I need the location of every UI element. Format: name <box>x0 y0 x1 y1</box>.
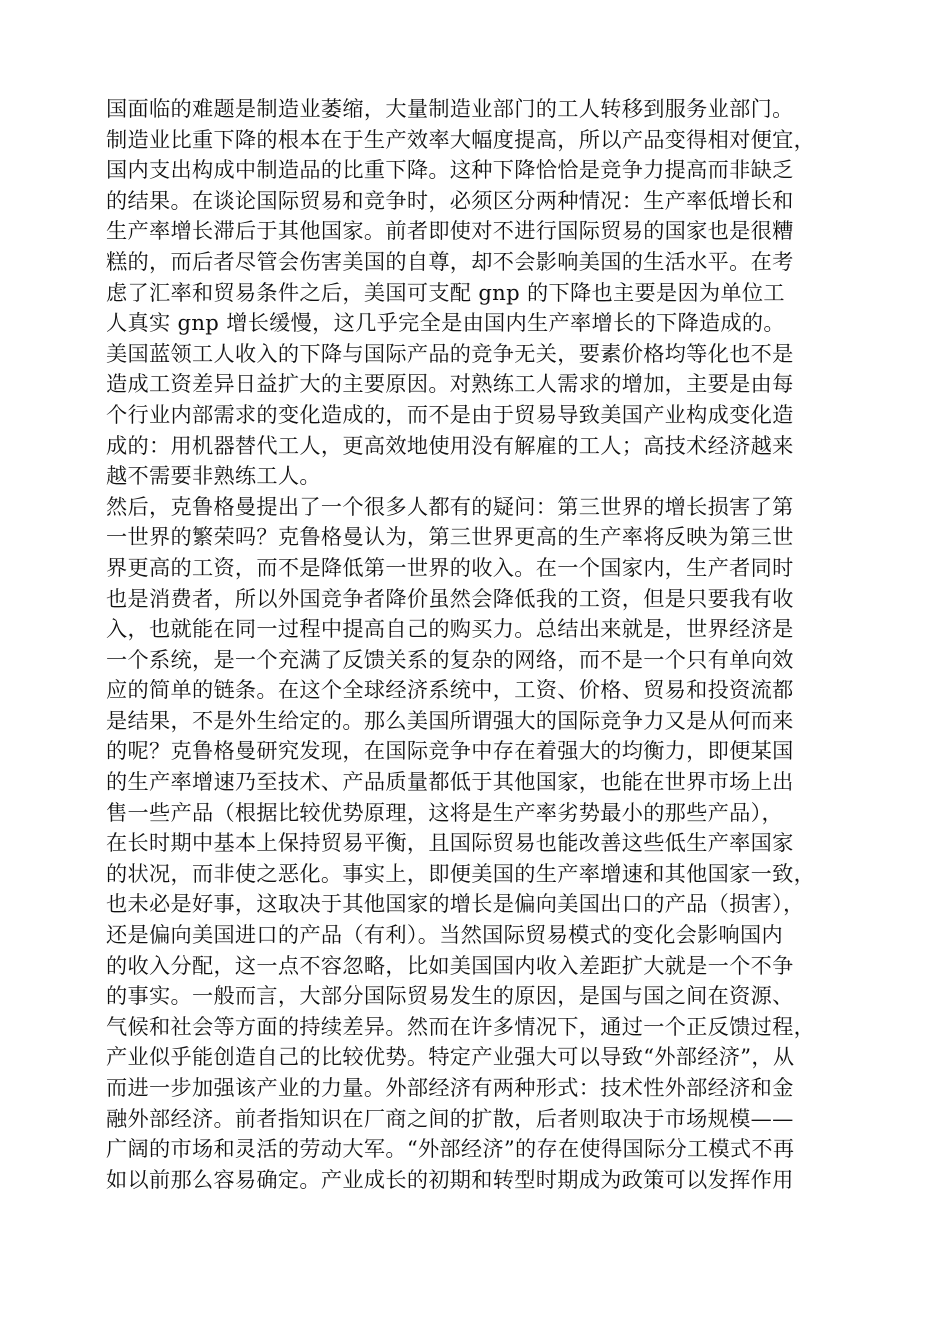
text-line-5: 生产率增长滞后于其他国家。前者即使对不进行国际贸易的国家也是很糟 <box>106 218 794 244</box>
text-line-7: 虑了汇率和贸易条件之后，美国可支配 gnp 的下降也主要是因为单位工 <box>106 279 785 305</box>
text-line-1: 国面临的难题是制造业萎缩，大量制造业部门的工人转移到服务业部门。 <box>106 96 794 121</box>
text-line-19: 一个系统，是一个充满了反馈关系的复杂的网络，而不是一个只有单向效 <box>106 646 794 672</box>
text-line-25: 在长时期中基本上保持贸易平衡，且国际贸易也能改善这些低生产率国家 <box>106 830 794 856</box>
text-line-10: 造成工资差异日益扩大的主要原因。对熟练工人需求的增加，主要是由每 <box>106 371 794 397</box>
text-line-9: 美国蓝领工人收入的下降与国际产品的竞争无关，要素价格均等化也不是 <box>106 340 794 366</box>
text-line-11: 个行业内部需求的变化造成的，而不是由于贸易导致美国产业构成变化造 <box>106 401 794 427</box>
text-line-13: 越不需要非熟练工人。 <box>106 463 321 489</box>
text-line-36: 如以前那么容易确定。产业成长的初期和转型时期成为政策可以发挥作用 <box>106 1166 794 1192</box>
text-line-26: 的状况，而非使之恶化。事实上，即便美国的生产率增速和其他国家一致， <box>106 860 816 886</box>
text-line-2: 制造业比重下降的根本在于生产效率大幅度提高，所以产品变得相对便宜， <box>106 126 816 152</box>
text-line-28: 还是偏向美国进口的产品（有利）。当然国际贸易模式的变化会影响国内 <box>106 922 784 948</box>
text-line-35: 广阔的市场和灵活的劳动大军。“外部经济”的存在使得国际分工模式不再 <box>106 1136 795 1162</box>
text-line-14: 然后，克鲁格曼提出了一个很多人都有的疑问：第三世界的增长损害了第 <box>106 493 794 519</box>
text-line-24: 售一些产品（根据比较优势原理，这将是生产率劣势最小的那些产品）， <box>106 799 784 825</box>
text-line-16: 界更高的工资，而不是降低第一世界的收入。在一个国家内，生产者同时 <box>106 554 794 580</box>
text-line-30: 的事实。一般而言，大部分国际贸易发生的原因，是国与国之间在资源、 <box>106 983 794 1009</box>
text-line-34: 融外部经济。前者指知识在厂商之间的扩散，后者则取决于市场规模—— <box>106 1105 794 1131</box>
text-line-12: 成的：用机器替代工人，更高效地使用没有解雇的工人；高技术经济越来 <box>106 432 794 458</box>
text-line-29: 的收入分配，这一点不容忽略，比如美国国内收入差距扩大就是一个不争 <box>106 952 794 978</box>
text-line-17: 也是消费者，所以外国竞争者降价虽然会降低我的工资，但是只要我有收 <box>106 585 794 611</box>
text-line-20: 应的简单的链条。在这个全球经济系统中，工资、价格、贸易和投资流都 <box>106 677 794 703</box>
text-line-32: 产业似乎能创造自己的比较优势。特定产业强大可以导致“外部经济”，从 <box>106 1044 795 1070</box>
text-line-8: 人真实 gnp 增长缓慢，这几乎完全是由国内生产率增长的下降造成的。 <box>106 310 785 336</box>
text-line-22: 的呢？克鲁格曼研究发现，在国际竞争中存在着强大的均衡力，即便某国 <box>106 738 794 764</box>
text-line-18: 入，也就能在同一过程中提高自己的购买力。总结出来就是，世界经济是 <box>106 616 794 642</box>
text-line-27: 也未必是好事，这取决于其他国家的增长是偏向美国出口的产品（损害）， <box>106 891 805 917</box>
text-line-23: 的生产率增速乃至技术、产品质量都低于其他国家，也能在世界市场上出 <box>106 769 794 795</box>
text-line-4: 的结果。在谈论国际贸易和竞争时，必须区分两种情况：生产率低增长和 <box>106 187 794 213</box>
text-line-31: 气候和社会等方面的持续差异。然而在许多情况下，通过一个正反馈过程， <box>106 1013 816 1039</box>
body-text <box>106 94 866 1195</box>
text-line-15: 一世界的繁荣吗？克鲁格曼认为，第三世界更高的生产率将反映为第三世 <box>106 524 794 550</box>
text-line-3: 国内支出构成中制造品的比重下降。这种下降恰恰是竞争力提高而非缺乏 <box>106 157 794 183</box>
text-line-6: 糕的，而后者尽管会伤害美国的自尊，却不会影响美国的生活水平。在考 <box>106 248 794 274</box>
text-line-33: 而进一步加强该产业的力量。外部经济有两种形式：技术性外部经济和金 <box>106 1075 794 1100</box>
text-line-21: 是结果，不是外生给定的。那么美国所谓强大的国际竞争力又是从何而来 <box>106 707 794 733</box>
